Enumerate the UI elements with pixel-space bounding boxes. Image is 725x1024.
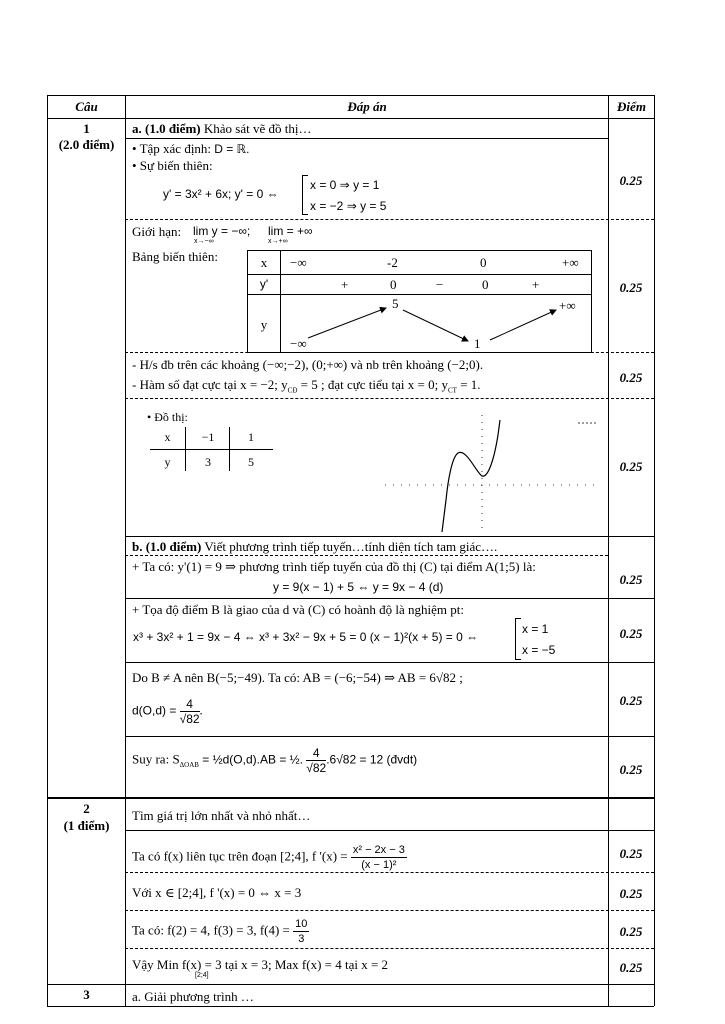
q1-limits-label: Giới hạn: bbox=[132, 224, 182, 239]
q1-domain: • Tập xác định: D = ℝ. bbox=[132, 141, 250, 156]
q2-line3: Ta có: f(2) = 4, f(3) = 3, f(4) = $\frac{10}{3}$ bbox=[132, 918, 308, 945]
bbt-yp-val: − bbox=[436, 277, 444, 292]
small-table-x-val: 1 bbox=[248, 430, 254, 444]
small-table-x: x bbox=[164, 430, 171, 444]
q1-monotonic: - H/s đb trên các khoảng (−∞;−2), (0;+∞) và nb trên khoảng (−2;0). bbox=[132, 357, 484, 372]
q1b-case-brace bbox=[515, 618, 521, 660]
bbt-yp-val: 0 bbox=[390, 277, 397, 292]
header-dap-an: Đáp án bbox=[347, 99, 387, 114]
q1b-heading: b. (1.0 điểm) Viết phương trình tiếp tuyến…tính diện tích tam giác…. bbox=[132, 539, 498, 554]
score-9: 0.25 bbox=[619, 846, 643, 861]
bbt-y-val: +∞ bbox=[559, 298, 576, 313]
q3-text: a. Giải phương trình … bbox=[132, 989, 254, 1004]
q1-case2: x = −2 ⇒ y = 5 bbox=[310, 199, 387, 213]
small-table-y: y bbox=[164, 455, 171, 469]
q1-limit-1: lim y = −∞; bbox=[193, 224, 251, 238]
score-1: 0.25 bbox=[619, 173, 643, 188]
bbt-x-val: −∞ bbox=[290, 255, 307, 270]
score-7: 0.25 bbox=[619, 693, 643, 708]
q1b-distance-line2: d(O,d) = $\frac{4}{√82}$ . bbox=[132, 697, 203, 726]
q3-number: 3 bbox=[83, 987, 90, 1002]
q1-graph-label: • Đồ thị: bbox=[147, 410, 188, 424]
bbt-yp-val: + bbox=[532, 277, 540, 292]
q1-limit-2-sub: x→+∞ bbox=[268, 238, 288, 245]
q1-points: (2.0 điểm) bbox=[58, 137, 115, 152]
score-6: 0.25 bbox=[619, 626, 643, 641]
q1-case1: x = 0 ⇒ y = 1 bbox=[310, 178, 380, 192]
score-8: 0.25 bbox=[619, 762, 643, 777]
q1b-area: Suy ra: $S_{\Delta OAB}$ = ½d(O,d).AB = ½. $\frac{4}{√82}$ .6√82 = 12 (đvdt) bbox=[132, 746, 418, 775]
score-5: 0.25 bbox=[619, 572, 643, 587]
small-table-y-val: 5 bbox=[248, 455, 254, 469]
q1b-distance-line1: Do B ≠ A nên B(−5;−49). Ta có: AB = (−6;−54) ⇒ AB = 6√82 ; bbox=[132, 670, 463, 685]
bbt-x-val: -2 bbox=[387, 255, 398, 270]
header-cau: Câu bbox=[75, 99, 98, 114]
q2-line4-sub: [2;4] bbox=[195, 972, 209, 979]
q1a-heading: a. (1.0 điểm) Khảo sát vẽ đồ thị… bbox=[132, 121, 312, 136]
score-12: 0.25 bbox=[619, 960, 643, 975]
q1-extremum: - Hàm số đạt cực tại x = −2; $y_{CĐ} = 5$ ; đạt cực tiểu tại x = 0; $y_{CT} = 1$. bbox=[132, 377, 481, 395]
bbt-x-val: 0 bbox=[480, 255, 487, 270]
q2-points: (1 điểm) bbox=[63, 818, 110, 833]
q1b-point-b-line1: + Tọa độ điểm B là giao của d và (C) có hoành độ là nghiệm pt: bbox=[132, 602, 465, 617]
q2-line1: Ta có f(x) liên tục trên đoạn [2;4], f '(x) = $\frac{\text{x² − 2x − 3}}{\text{(x − 1)²}}$ bbox=[132, 844, 405, 871]
function-graph bbox=[380, 410, 605, 535]
q1-derivative: y' = 3x² + 6x; y' = 0 ⇔ bbox=[163, 187, 279, 201]
bbt-x-val: +∞ bbox=[562, 255, 579, 270]
score-4: 0.25 bbox=[619, 459, 643, 474]
score-11: 0.25 bbox=[619, 924, 643, 939]
q1-limit-1-sub: x→−∞ bbox=[194, 238, 214, 245]
small-table-y-val: 3 bbox=[205, 455, 211, 469]
bbt-yp-label: y' bbox=[259, 277, 269, 291]
bbt-y-val: −∞ bbox=[290, 336, 307, 351]
q1b-point-b-line2: x³ + 3x² + 1 = 9x − 4 ⇔ x³ + 3x² − 9x + 5 = 0 (x − 1)²(x + 5) = 0 ⇔ bbox=[133, 630, 479, 644]
bbt-yp-val: + bbox=[341, 277, 349, 292]
q2-number: 2 bbox=[83, 801, 90, 816]
score-10: 0.25 bbox=[619, 886, 643, 901]
bbt-x-label: x bbox=[260, 255, 268, 270]
score-3: 0.25 bbox=[619, 370, 643, 385]
score-2: 0.25 bbox=[619, 280, 643, 295]
q1b-case1: x = 1 bbox=[522, 622, 549, 636]
bbt-yp-val: 0 bbox=[482, 277, 489, 292]
q2-line4: Vậy Min f(x) = 3 tại x = 3; Max f(x) = 4 tại x = 2 bbox=[132, 957, 389, 972]
q1-number: 1 bbox=[83, 121, 90, 136]
q1-limit-2: lim = +∞ bbox=[268, 224, 313, 238]
q1b-case2: x = −5 bbox=[522, 643, 556, 657]
q1-bbt-label: Bảng biến thiên: bbox=[132, 249, 218, 264]
q1b-tangent-line2: y = 9(x − 1) + 5 ⇔ y = 9x − 4 (d) bbox=[273, 580, 444, 594]
q2-line2: Với x ∈ [2;4], f '(x) = 0 ⇔ x = 3 bbox=[132, 885, 302, 900]
header-diem: Điểm bbox=[617, 99, 646, 114]
bbt-y-label: y bbox=[260, 317, 268, 332]
q2-title: Tìm giá trị lớn nhất và nhỏ nhất… bbox=[132, 808, 311, 823]
small-table-x-val: −1 bbox=[201, 430, 215, 444]
bbt-y-val: 5 bbox=[392, 296, 399, 311]
q1-variation-label: • Sự biến thiên: bbox=[132, 158, 213, 173]
bbt-y-val: 1 bbox=[474, 336, 481, 351]
q1b-tangent-line1: + Ta có: y'(1) = 9 ⇒ phương trình tiếp tuyến của đồ thị (C) tại điểm A(1;5) là: bbox=[132, 559, 536, 574]
